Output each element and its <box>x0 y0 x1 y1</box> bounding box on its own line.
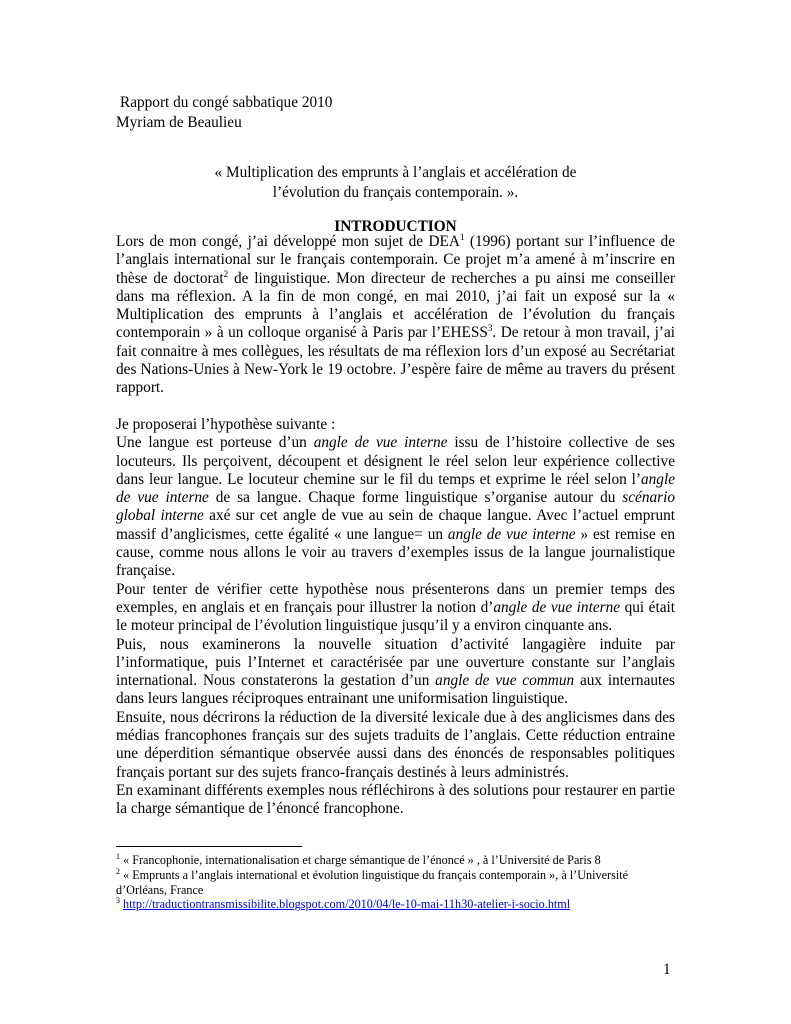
footnote-ref-1[interactable]: 1 <box>459 232 465 242</box>
paragraph-7: En examinant différents exemples nous réfléchirons à des solutions pour restaurer en partie la charge sémantique de l’énoncé francophone. <box>116 781 675 818</box>
report-header <box>116 93 332 133</box>
italic-term: angle de vue commun <box>435 672 575 690</box>
italic-term: angle de vue interne <box>493 598 621 616</box>
report-title: Rapport du congé sabbatique 2010 <box>120 94 333 111</box>
paragraph-3 <box>116 434 675 580</box>
footnote-ref-3[interactable]: 3 <box>487 323 493 334</box>
footnote-3 <box>116 897 675 912</box>
italic-term: scénario global interne <box>116 489 675 525</box>
title-line-2: l’évolution du français contemporain. ». <box>272 184 519 201</box>
title-line-1: « Multiplication des emprunts à l’anglais et accélération de <box>214 164 577 181</box>
text-run: Puis, nous examinerons la nouvelle situation d’activité langagière induite par l’informatique, puis l’Internet et caractérisée par une ouverture constante sur l’anglais international. Nous constaterons la gestation d’un <box>116 635 675 690</box>
italic-term: angle de vue interne <box>116 470 675 507</box>
footnote-number: 2 <box>116 866 120 876</box>
footnote-link[interactable]: http://traductiontransmissibilite.blogspot.com/2010/04/le-10-mai-11h30-atelier-i-socio.html <box>123 897 571 912</box>
text-run: Pour tenter de vérifier cette hypothèse nous présenterons dans un premier temps des exemples, en anglais et en français pour illustrer la notion d’ <box>116 580 675 616</box>
text-run: Une langue est porteuse d’un <box>116 434 314 452</box>
section-heading: INTRODUCTION <box>334 218 457 235</box>
paragraph-1 <box>116 233 675 398</box>
text-run: . De retour à mon travail, j’ai fait connaitre à mes collègues, les résultats de ma réflexion lors d’un exposé au Secrétariat des Nations-Unies à New-York le 19 octobre. J’espère faire de même au travers du présent rapport. <box>116 324 675 397</box>
page-number: 1 <box>663 961 671 978</box>
footnote-1 <box>116 853 675 868</box>
text-run: » est remise en cause, comme nous allons le voir au travers d’exemples issus de la langue journalistique française. <box>116 525 675 580</box>
text-run: aux internautes dans leurs langues réciproques entrainant une uniformisation linguistique. <box>116 672 675 708</box>
paragraph-6: Ensuite, nous décrirons la réduction de la diversité lexicale due à des anglicismes dans des médias francophones français sur des sujets traduits de l’anglais. Cette réduction entraine une déperdition sémantique observée aussi dans des énoncés de responsables politiques français portant sur des sujets franco-français destinés à leurs administrés. <box>116 708 675 781</box>
italic-term: angle de vue interne <box>313 434 448 452</box>
paragraph-4 <box>116 581 675 636</box>
footnote-number: 3 <box>116 896 120 906</box>
text-run: de linguistique. Mon directeur de recherches a pu ainsi me conseiller dans ma réflexion. A la fin de mon congé, en mai 2010, j’ai fait un exposé sur la « Multiplication des emprunts à l’anglais et accélération de l’évolution du français contemporain » à un colloque organisé à Paris par l’EHESS <box>116 269 676 342</box>
text-run: axé sur cet angle de vue au sein de chaque langue. Avec l’actuel emprunt massif d’anglicismes, cette égalité « une langue= un <box>116 507 675 543</box>
document-title <box>116 163 675 203</box>
footnote-ref-2[interactable]: 2 <box>223 268 229 279</box>
text-run: de sa langue. Chaque forme linguistique s’organise autour du <box>208 489 623 507</box>
paragraph-2: Je proposerai l’hypothèse suivante : <box>116 415 336 433</box>
footnote-text: « Emprunts a l’anglais international et évolution linguistique du français contemporain », à l’Université d’Orléans, France <box>116 867 629 897</box>
author-name: Myriam de Beaulieu <box>116 114 242 131</box>
text-run: qui était le moteur principal de l’évolution linguistique jusqu’il y a environ cinquante ans. <box>116 598 676 635</box>
body-text <box>116 233 675 819</box>
text-run: (1996) portant sur l’influence de l’anglais international sur le français contemporain. Ce projet m’a amené à m’inscrire en thèse de doctorat <box>116 233 675 287</box>
footnote-separator <box>116 846 302 847</box>
paragraph-5 <box>116 636 675 709</box>
text-run: issu de l’histoire collective de ses locuteurs. Ils perçoivent, découpent et désignent le réel selon leur expérience collective dans leur langue. Le locuteur chemine sur le fil du temps et exprime le réel selon l’ <box>116 434 675 488</box>
italic-term: angle de vue interne <box>447 525 576 543</box>
footnote-number: 1 <box>116 852 120 861</box>
text-run: Lors de mon congé, j’ai développé mon sujet de DEA <box>116 233 460 250</box>
footnote-2 <box>116 868 675 898</box>
footnotes <box>116 853 675 912</box>
footnote-text: « Francophonie, internationalisation et charge sémantique de l’énoncé » , à l’Université de Paris 8 <box>120 853 601 867</box>
